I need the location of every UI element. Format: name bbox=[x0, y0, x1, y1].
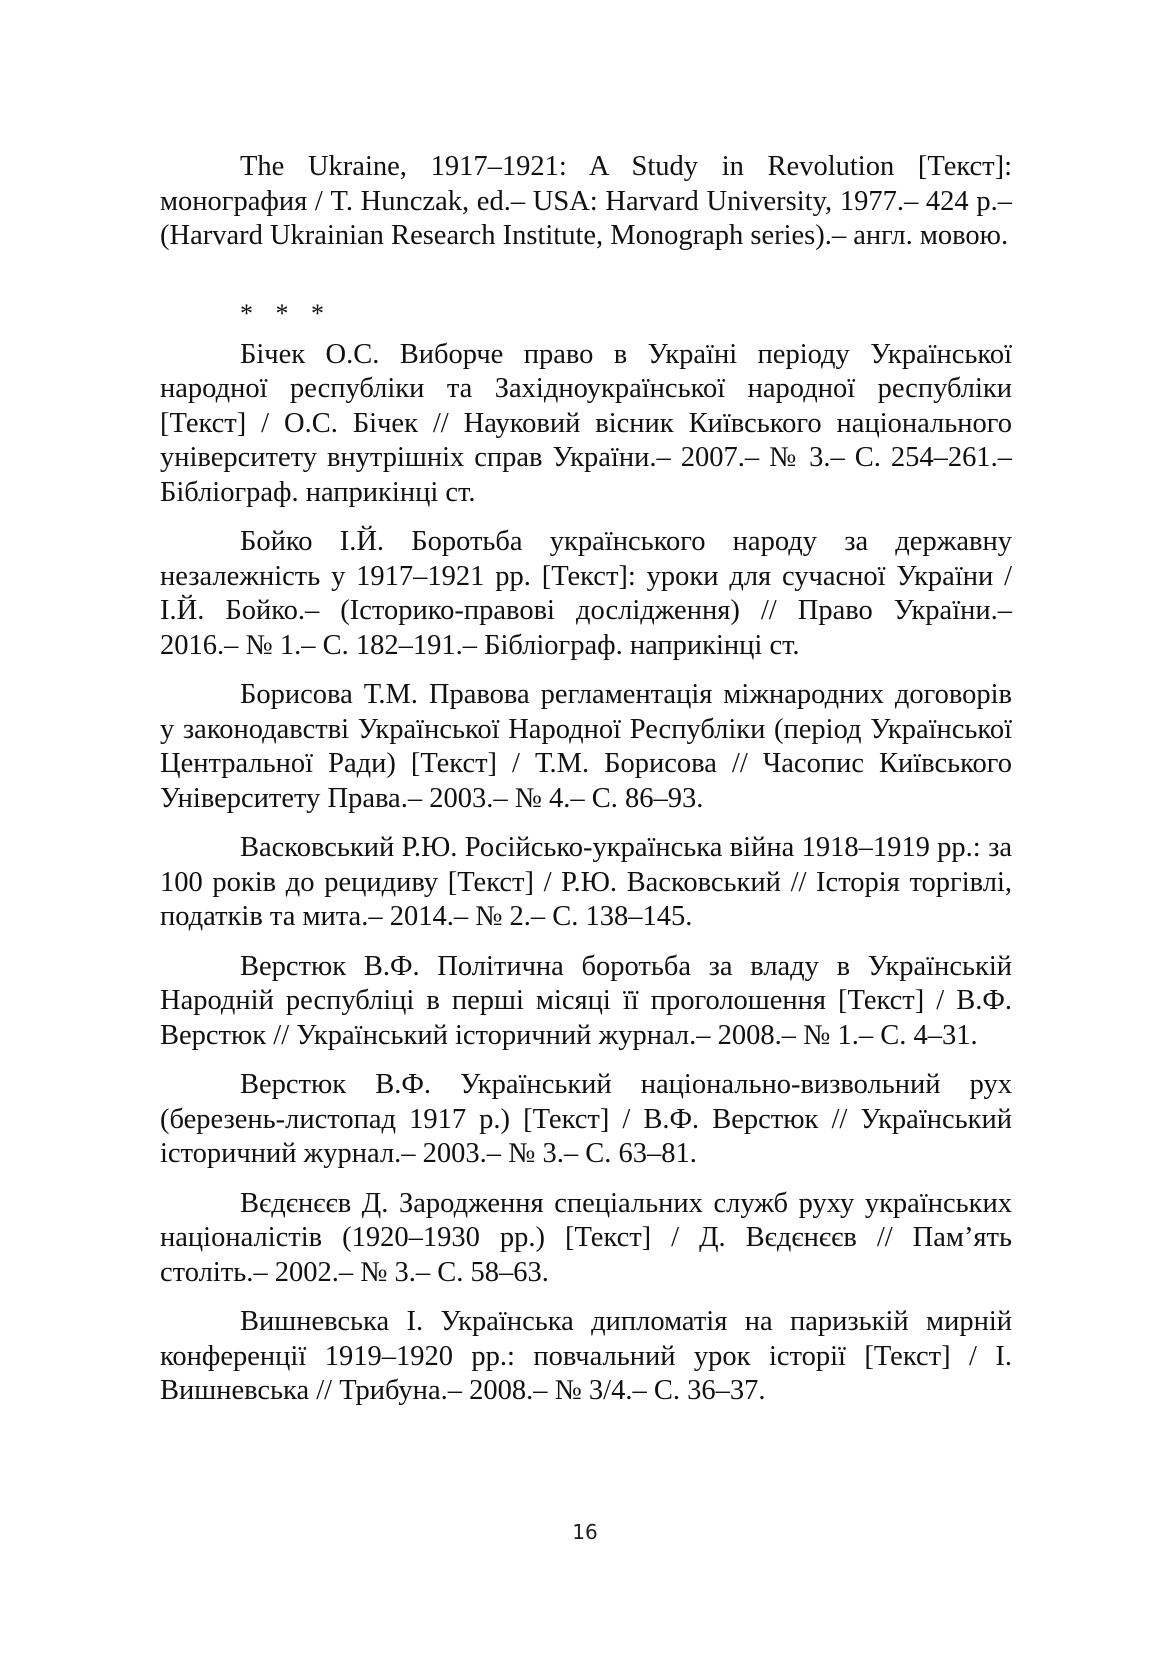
bibliography-entry: Вишневська І. Українська дипломатія на паризькій мирній конференції 1919–1920 рр.: повчальний урок історії [Текст] / І. Вишневська // Трибуна.– 2008.– № 3/4.– С. 36–37. bbox=[160, 1306, 1012, 1406]
bibliography-entry: Бічек О.С. Виборче право в Україні періоду Української народної республіки та Західноукраїнської народної республіки [Текст] / О.С. Бічек // Науковий вісник Київського національного університету внутрішніх справ України.– 2007.– № 3.– С. 254–261.– Бібліограф. наприкінці ст. bbox=[160, 338, 1012, 508]
bibliography-entry: Борисова Т.М. Правова регламентація міжнародних договорів у законодавстві Української Народної Республіки (період Української Центральної Ради) [Текст] / Т.М. Борисова // Часопис Київського Університету Права.– 2003.– № 4.– С. 86–93. bbox=[160, 679, 1012, 814]
section-separator: * * * bbox=[240, 298, 332, 328]
bibliography-entry: Васковський Р.Ю. Російсько-українська війна 1918–1919 рр.: за 100 років до рецидиву [Текст] / Р.Ю. Васковський // Історія торгівлі, податків та мита.– 2014.– № 2.– С. 138–145. bbox=[160, 832, 1012, 932]
bibliography-entry: Верстюк В.Ф. Політична боротьба за владу в Українській Народній республіці в перші місяці її проголошення [Текст] / В.Ф. Верстюк // Український історичний журнал.– 2008.– № 1.– С. 4–31. bbox=[160, 950, 1012, 1051]
page-number: 16 bbox=[572, 1520, 598, 1544]
bibliography-entry: The Ukraine, 1917–1921: A Study in Revolution [Текст]: монография / T. Hunczak, ed.– USA: Harvard University, 1977.– 424 p.– (Harvard Ukrainian Research Institute, Monograph series).– англ. мовою. bbox=[160, 151, 1012, 251]
bibliography-entry: Верстюк В.Ф. Український національно-визвольний рух (березень-листопад 1917 р.) [Текст] / В.Ф. Верстюк // Український історичний журнал.– 2003.– № 3.– С. 63–81. bbox=[160, 1069, 1012, 1169]
bibliography-page bbox=[160, 150, 1012, 1409]
bibliography-entry: Бойко І.Й. Боротьба українського народу за державну незалежність у 1917–1921 рр. [Текст]: уроки для сучасної України / І.Й. Бойко.– (Історико-правові дослідження) // Право України.– 2016.– № 1.– С. 182–191.– Бібліограф. наприкінці ст. bbox=[160, 526, 1012, 661]
bibliography-entry: Вєдєнєєв Д. Зародження спеціальних служб руху українських націоналістів (1920–1930 рр.) [Текст] / Д. Вєдєнєєв // Пам’ять століть.– 2002.– № 3.– С. 58–63. bbox=[160, 1187, 1012, 1288]
